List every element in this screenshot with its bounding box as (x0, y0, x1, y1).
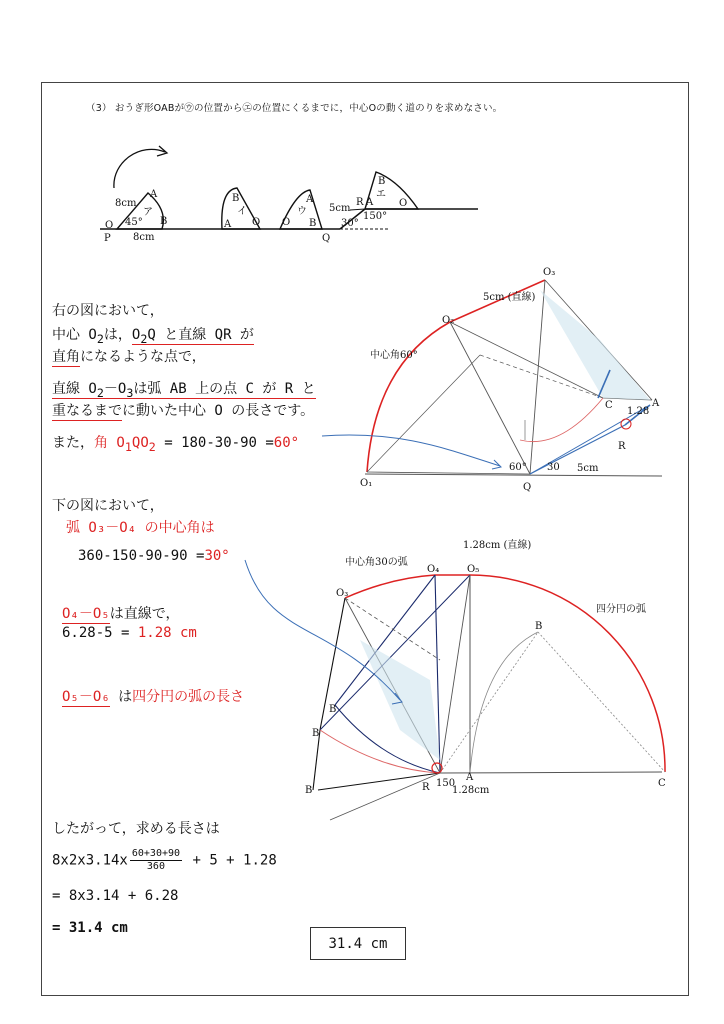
svg-text:エ: エ (376, 189, 386, 200)
text2-line1: 下の図において， (52, 498, 164, 514)
text1-line5: 重なるまでに動いた中心 O の長さです。 (52, 403, 315, 419)
text3-line4: = 31.4 cm (52, 920, 128, 936)
svg-text:O: O (105, 220, 114, 231)
answer-box: 31.4 cm (310, 927, 406, 960)
svg-text:B: B (160, 216, 168, 227)
text1-line2: 中心 $O_2$は，$O_2Q$ と直線 QR が (52, 327, 254, 346)
svg-text:8cm: 8cm (115, 198, 137, 209)
svg-text:B: B (309, 218, 317, 229)
svg-text:A: A (150, 189, 158, 200)
svg-text:P: P (104, 233, 111, 244)
fig1-q: Q (523, 482, 532, 493)
text3-line3: = 8x3.14 + 6.28 (52, 888, 179, 904)
text1-line6: また，角 $O_1QO_2 = 180-30-90 =60^\circ$ (52, 435, 300, 454)
fig2-b4: B (535, 621, 543, 632)
fig1-o2: O₂ (442, 315, 455, 326)
fig2-ann4: 1.28cm (452, 785, 490, 796)
svg-text:45°: 45° (125, 217, 143, 228)
question-text: （3） おうぎ形OABが㋒の位置から㋓の位置にくるまでに，中心Oの動く道のりを求めなさい。 (86, 103, 503, 114)
svg-text:150°: 150° (363, 211, 388, 222)
fig2-b1: B (312, 728, 320, 739)
svg-text:A: A (306, 194, 314, 205)
fig1-c: C (605, 400, 613, 411)
text3-line1: したがって，求める長さは (52, 821, 220, 837)
text2-line2: 弧 O₃－O₄ の中心角は (66, 520, 215, 536)
fig2-o5: O₅ (467, 564, 480, 575)
svg-text:ア: ア (143, 207, 153, 218)
svg-text:O: O (252, 217, 261, 228)
fig1-ang30: 30 (547, 462, 560, 473)
svg-text:30°: 30° (341, 218, 359, 229)
fig1-o3: O₃ (543, 267, 556, 278)
fig2-o4: O₄ (427, 564, 440, 575)
svg-text:ウ: ウ (297, 206, 307, 217)
svg-text:O: O (399, 198, 408, 209)
svg-text:B: B (232, 193, 240, 204)
text2-line4: O₄－O₅は直線で， (62, 606, 180, 622)
fig2-a: A (466, 772, 474, 783)
fig2-ann1: 中心角30の弧 (345, 557, 408, 568)
fig2-o3: O₃ (336, 588, 349, 599)
text2-line3: 360-150-90-90 =30° (78, 548, 230, 564)
fig2-ann2: 1.28cm (直線) (463, 540, 532, 551)
fig1-a: A (652, 398, 660, 409)
text3-line2: 8x2x3.14x $\frac{60+30+90}{360} + 5 + 1.28$ (52, 848, 277, 872)
fig1-ann3: 5cm (577, 463, 599, 474)
svg-text:B: B (378, 176, 386, 187)
fig1-r: R (618, 441, 626, 452)
text1-line3: 直角になるような点で， (52, 349, 206, 365)
fig1-ang128: 1.28 (627, 406, 650, 417)
text1-line4: 直線 $O_2-O_3$は弧 AB 上の点 C が R と (52, 381, 316, 400)
fig1-ann2: 中心角60° (370, 350, 418, 361)
svg-text:イ: イ (237, 206, 247, 217)
fig1-o1: O₁ (360, 478, 373, 489)
fig2-b2: B (305, 785, 313, 796)
fig2-ang150: 150 (436, 778, 456, 789)
svg-text:5cm: 5cm (329, 203, 351, 214)
svg-text:8cm: 8cm (133, 232, 155, 243)
svg-text:Q: Q (322, 233, 331, 244)
fig2-r: R (422, 782, 430, 793)
fig1-ang60: 60° (509, 462, 527, 473)
fig2-c: C (658, 778, 666, 789)
svg-text:R: R (356, 197, 364, 208)
text2-line6: O₅－O₆ は四分円の弧の長さ (62, 689, 245, 705)
svg-text:A: A (366, 197, 374, 208)
fig1-ann1: 5cm (直線) (483, 292, 536, 303)
text2-line5: 6.28-5 = 1.28 cm (62, 625, 197, 641)
text1-line1: 右の図において， (52, 303, 164, 319)
fig2-b3: B (329, 704, 337, 715)
fig2-ann3: 四分円の弧 (596, 604, 646, 615)
svg-text:O: O (282, 217, 291, 228)
svg-text:A: A (224, 219, 232, 230)
